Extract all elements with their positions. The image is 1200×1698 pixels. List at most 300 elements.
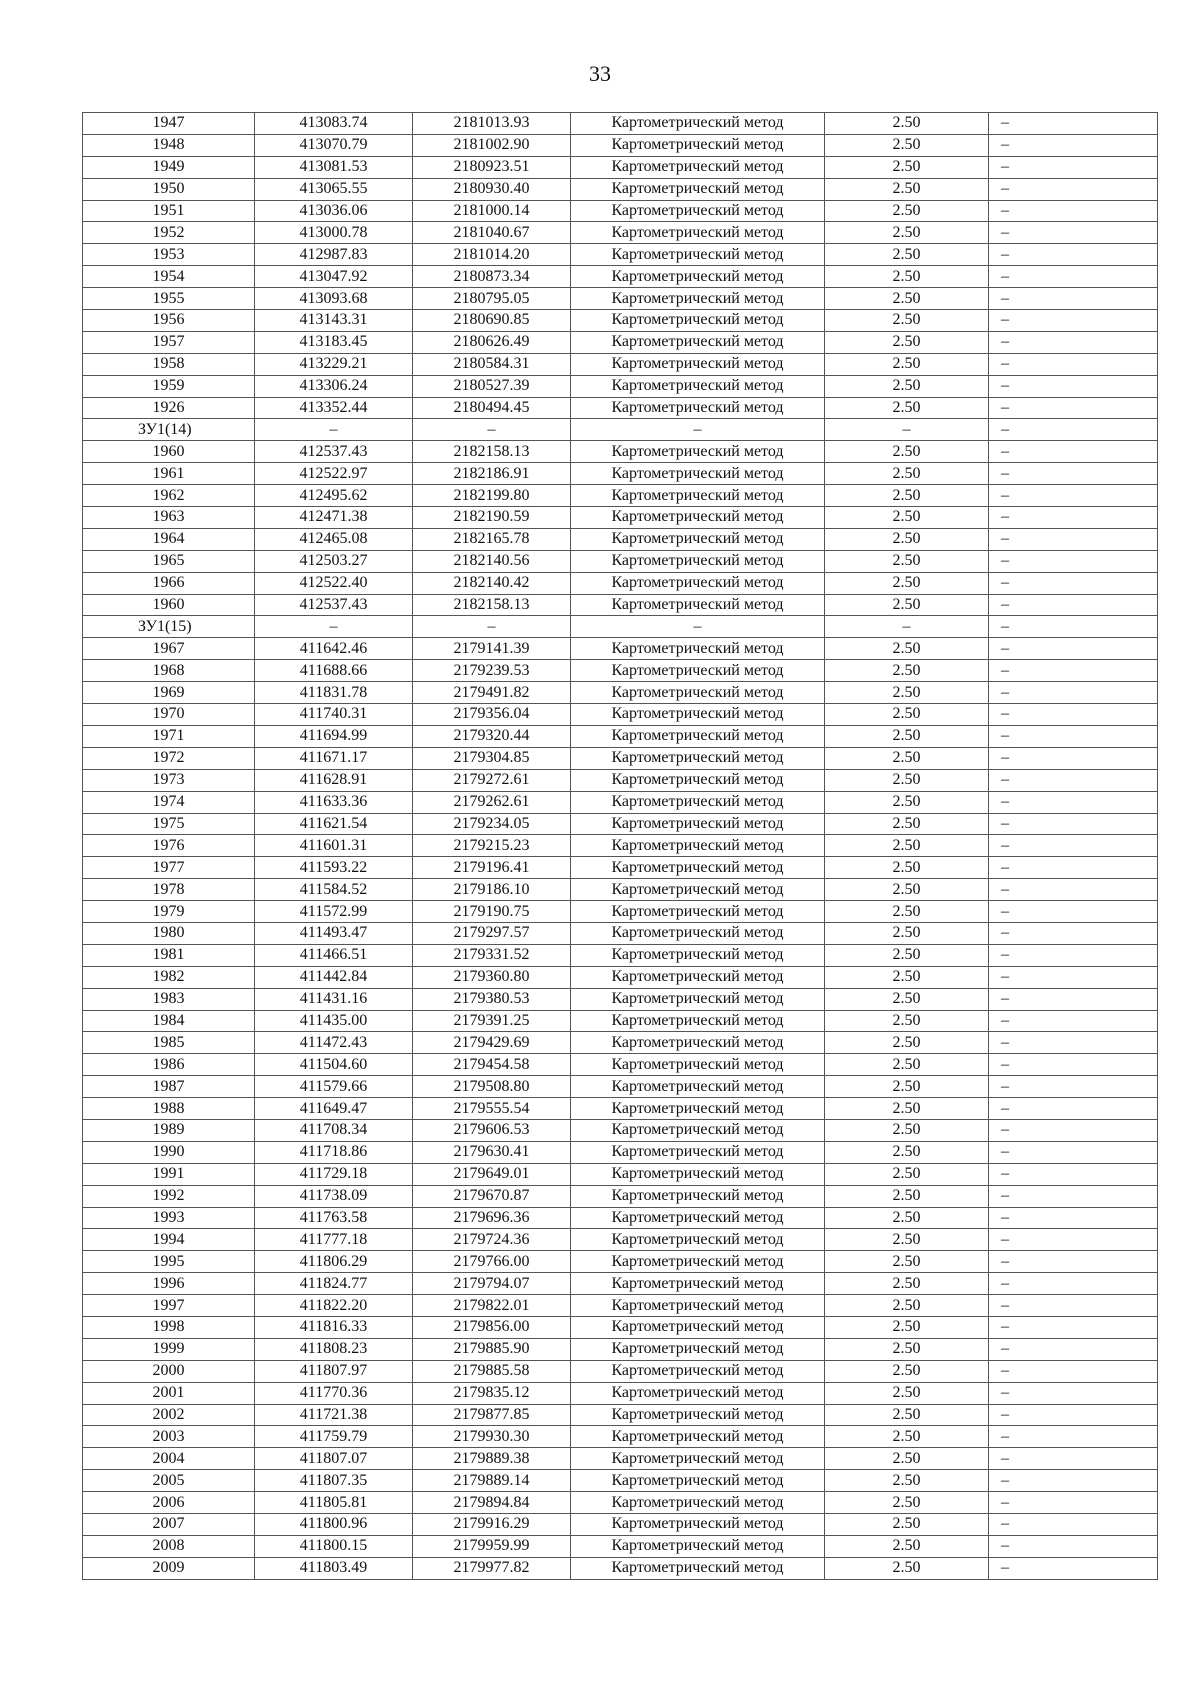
point-number-cell: 1949 [83,156,255,178]
x-coordinate-cell: 413070.79 [255,134,413,156]
y-coordinate-cell: 2179356.04 [413,704,571,726]
y-coordinate-cell: 2179491.82 [413,682,571,704]
description-cell: – [989,528,1158,550]
point-number-cell: 1960 [83,594,255,616]
method-cell: Картометрический метод [571,835,825,857]
point-number-cell: 1975 [83,813,255,835]
method-cell: Картометрический метод [571,463,825,485]
accuracy-cell: 2.50 [825,156,989,178]
method-cell: Картометрический метод [571,1251,825,1273]
description-cell: – [989,1404,1158,1426]
method-cell: Картометрический метод [571,704,825,726]
description-cell: – [989,288,1158,310]
y-coordinate-cell: 2179696.36 [413,1207,571,1229]
description-cell: – [989,1360,1158,1382]
y-coordinate-cell: – [413,419,571,441]
x-coordinate-cell: 411805.81 [255,1492,413,1514]
description-cell: – [989,244,1158,266]
x-coordinate-cell: 413036.06 [255,200,413,222]
point-number-cell: 1980 [83,922,255,944]
x-coordinate-cell: 411807.35 [255,1470,413,1492]
accuracy-cell: 2.50 [825,704,989,726]
accuracy-cell: 2.50 [825,1316,989,1338]
table-row [83,594,1158,616]
y-coordinate-cell: 2179429.69 [413,1032,571,1054]
y-coordinate-cell: 2179670.87 [413,1185,571,1207]
point-number-cell: 2002 [83,1404,255,1426]
method-cell: Картометрический метод [571,1360,825,1382]
description-cell: – [989,1119,1158,1141]
accuracy-cell: 2.50 [825,1207,989,1229]
method-cell: Картометрический метод [571,134,825,156]
y-coordinate-cell: 2180626.49 [413,331,571,353]
point-number-cell: 1953 [83,244,255,266]
accuracy-cell: 2.50 [825,747,989,769]
point-number-cell: 1958 [83,353,255,375]
accuracy-cell: 2.50 [825,441,989,463]
table-row [83,528,1158,550]
point-number-cell: ЗУ1(14) [83,419,255,441]
table-row [83,966,1158,988]
y-coordinate-cell: 2179977.82 [413,1557,571,1579]
method-cell: Картометрический метод [571,1207,825,1229]
description-cell: – [989,200,1158,222]
x-coordinate-cell: 411824.77 [255,1273,413,1295]
accuracy-cell: 2.50 [825,463,989,485]
x-coordinate-cell: 411808.23 [255,1338,413,1360]
y-coordinate-cell: 2179724.36 [413,1229,571,1251]
table-row [83,1535,1158,1557]
point-number-cell: 1997 [83,1295,255,1317]
description-cell: – [989,1010,1158,1032]
table-row [83,813,1158,835]
method-cell: Картометрический метод [571,1119,825,1141]
accuracy-cell: – [825,419,989,441]
description-cell: – [989,331,1158,353]
point-number-cell: 1969 [83,682,255,704]
y-coordinate-cell: 2179877.85 [413,1404,571,1426]
point-number-cell: 1948 [83,134,255,156]
description-cell: – [989,113,1158,135]
x-coordinate-cell: 411800.15 [255,1535,413,1557]
method-cell: Картометрический метод [571,200,825,222]
method-cell: Картометрический метод [571,550,825,572]
accuracy-cell: 2.50 [825,1251,989,1273]
method-cell: Картометрический метод [571,485,825,507]
point-number-cell: 1979 [83,901,255,923]
table-row [83,178,1158,200]
table-row [83,1382,1158,1404]
point-number-cell: 1982 [83,966,255,988]
accuracy-cell: 2.50 [825,1470,989,1492]
accuracy-cell: 2.50 [825,266,989,288]
y-coordinate-cell: 2179190.75 [413,901,571,923]
accuracy-cell: 2.50 [825,879,989,901]
x-coordinate-cell: 413306.24 [255,375,413,397]
y-coordinate-cell: 2179304.85 [413,747,571,769]
table-row [83,288,1158,310]
description-cell: – [989,1382,1158,1404]
table-row [83,1360,1158,1382]
method-cell: Картометрический метод [571,747,825,769]
x-coordinate-cell: 413229.21 [255,353,413,375]
accuracy-cell: 2.50 [825,1229,989,1251]
x-coordinate-cell: 413081.53 [255,156,413,178]
description-cell: – [989,660,1158,682]
x-coordinate-cell: 411601.31 [255,835,413,857]
point-number-cell: 1977 [83,857,255,879]
point-number-cell: 1957 [83,331,255,353]
accuracy-cell: 2.50 [825,288,989,310]
point-number-cell: 1989 [83,1119,255,1141]
table-row [83,922,1158,944]
accuracy-cell: 2.50 [825,1338,989,1360]
y-coordinate-cell: 2179930.30 [413,1426,571,1448]
method-cell: Картометрический метод [571,156,825,178]
x-coordinate-cell: 412465.08 [255,528,413,550]
y-coordinate-cell: 2179630.41 [413,1141,571,1163]
coordinates-table [82,112,1158,1580]
accuracy-cell: 2.50 [825,244,989,266]
point-number-cell: 2006 [83,1492,255,1514]
table-row [83,485,1158,507]
description-cell: – [989,988,1158,1010]
accuracy-cell: 2.50 [825,791,989,813]
point-number-cell: 1947 [83,113,255,135]
point-number-cell: 2009 [83,1557,255,1579]
point-number-cell: 1976 [83,835,255,857]
y-coordinate-cell: 2179889.14 [413,1470,571,1492]
x-coordinate-cell: 411633.36 [255,791,413,813]
y-coordinate-cell: 2179380.53 [413,988,571,1010]
method-cell: Картометрический метод [571,1492,825,1514]
method-cell: Картометрический метод [571,1098,825,1120]
point-number-cell: 1973 [83,769,255,791]
x-coordinate-cell: 411435.00 [255,1010,413,1032]
accuracy-cell: 2.50 [825,200,989,222]
description-cell: – [989,1076,1158,1098]
description-cell: – [989,419,1158,441]
table-row [83,1098,1158,1120]
y-coordinate-cell: 2179331.52 [413,944,571,966]
description-cell: – [989,1492,1158,1514]
description-cell: – [989,310,1158,332]
table-row [83,616,1158,638]
method-cell: Картометрический метод [571,1076,825,1098]
method-cell: Картометрический метод [571,441,825,463]
description-cell: – [989,1514,1158,1536]
method-cell: Картометрический метод [571,769,825,791]
description-cell: – [989,463,1158,485]
description-cell: – [989,1316,1158,1338]
table-row [83,747,1158,769]
table-row [83,244,1158,266]
x-coordinate-cell: 412471.38 [255,507,413,529]
x-coordinate-cell: 411621.54 [255,813,413,835]
accuracy-cell: 2.50 [825,113,989,135]
method-cell: Картометрический метод [571,1163,825,1185]
accuracy-cell: 2.50 [825,1295,989,1317]
description-cell: – [989,1229,1158,1251]
x-coordinate-cell: 411740.31 [255,704,413,726]
method-cell: Картометрический метод [571,638,825,660]
x-coordinate-cell: 411777.18 [255,1229,413,1251]
accuracy-cell: 2.50 [825,1010,989,1032]
description-cell: – [989,813,1158,835]
x-coordinate-cell: 413183.45 [255,331,413,353]
point-number-cell: 1991 [83,1163,255,1185]
y-coordinate-cell: 2179196.41 [413,857,571,879]
table-row [83,331,1158,353]
y-coordinate-cell: 2179885.58 [413,1360,571,1382]
x-coordinate-cell: 411584.52 [255,879,413,901]
table-row [83,704,1158,726]
point-number-cell: 1963 [83,507,255,529]
y-coordinate-cell: 2179885.90 [413,1338,571,1360]
table-row [83,879,1158,901]
accuracy-cell: 2.50 [825,1119,989,1141]
table-row [83,134,1158,156]
method-cell: Картометрический метод [571,1032,825,1054]
x-coordinate-cell: 411472.43 [255,1032,413,1054]
table-row [83,857,1158,879]
table-row [83,1010,1158,1032]
point-number-cell: 1955 [83,288,255,310]
x-coordinate-cell: 411816.33 [255,1316,413,1338]
point-number-cell: 1962 [83,485,255,507]
method-cell: Картометрический метод [571,507,825,529]
accuracy-cell: 2.50 [825,1163,989,1185]
table-row [83,725,1158,747]
point-number-cell: 1954 [83,266,255,288]
table-row [83,375,1158,397]
accuracy-cell: 2.50 [825,966,989,988]
accuracy-cell: 2.50 [825,1032,989,1054]
point-number-cell: 1966 [83,572,255,594]
table-row [83,1316,1158,1338]
description-cell: – [989,857,1158,879]
table-row [83,572,1158,594]
x-coordinate-cell: 411729.18 [255,1163,413,1185]
table-row [83,1141,1158,1163]
point-number-cell: 1952 [83,222,255,244]
x-coordinate-cell: 411763.58 [255,1207,413,1229]
y-coordinate-cell: 2182140.56 [413,550,571,572]
point-number-cell: 2004 [83,1448,255,1470]
y-coordinate-cell: 2180690.85 [413,310,571,332]
accuracy-cell: 2.50 [825,1382,989,1404]
table-row [83,682,1158,704]
x-coordinate-cell: 411807.97 [255,1360,413,1382]
y-coordinate-cell: 2179391.25 [413,1010,571,1032]
description-cell: – [989,922,1158,944]
point-number-cell: 1968 [83,660,255,682]
method-cell: Картометрический метод [571,1316,825,1338]
x-coordinate-cell: 411806.29 [255,1251,413,1273]
accuracy-cell: 2.50 [825,857,989,879]
y-coordinate-cell: 2182158.13 [413,594,571,616]
table-row [83,1076,1158,1098]
y-coordinate-cell: 2179606.53 [413,1119,571,1141]
accuracy-cell: 2.50 [825,769,989,791]
y-coordinate-cell: 2179766.00 [413,1251,571,1273]
description-cell: – [989,1426,1158,1448]
y-coordinate-cell: 2179234.05 [413,813,571,835]
x-coordinate-cell: 411649.47 [255,1098,413,1120]
y-coordinate-cell: 2182199.80 [413,485,571,507]
point-number-cell: 1961 [83,463,255,485]
point-number-cell: 1971 [83,725,255,747]
x-coordinate-cell: 412537.43 [255,594,413,616]
y-coordinate-cell: 2179272.61 [413,769,571,791]
table-row [83,1448,1158,1470]
method-cell: Картометрический метод [571,1470,825,1492]
accuracy-cell: 2.50 [825,178,989,200]
y-coordinate-cell: 2182186.91 [413,463,571,485]
point-number-cell: 1995 [83,1251,255,1273]
description-cell: – [989,966,1158,988]
x-coordinate-cell: 413000.78 [255,222,413,244]
table-row [83,1119,1158,1141]
y-coordinate-cell: 2180873.34 [413,266,571,288]
description-cell: – [989,1295,1158,1317]
table-row [83,1207,1158,1229]
y-coordinate-cell: 2179894.84 [413,1492,571,1514]
y-coordinate-cell: 2180527.39 [413,375,571,397]
method-cell: Картометрический метод [571,1426,825,1448]
y-coordinate-cell: 2179889.38 [413,1448,571,1470]
description-cell: – [989,594,1158,616]
table-row [83,113,1158,135]
description-cell: – [989,222,1158,244]
description-cell: – [989,901,1158,923]
accuracy-cell: – [825,616,989,638]
point-number-cell: 1956 [83,310,255,332]
description-cell: – [989,1054,1158,1076]
x-coordinate-cell: 412495.62 [255,485,413,507]
point-number-cell: 2008 [83,1535,255,1557]
x-coordinate-cell: 411593.22 [255,857,413,879]
point-number-cell: 2003 [83,1426,255,1448]
y-coordinate-cell: 2179186.10 [413,879,571,901]
y-coordinate-cell: 2179508.80 [413,1076,571,1098]
y-coordinate-cell: 2181013.93 [413,113,571,135]
table-row [83,791,1158,813]
method-cell: Картометрический метод [571,966,825,988]
table-row [83,397,1158,419]
x-coordinate-cell: 411694.99 [255,725,413,747]
method-cell: Картометрический метод [571,857,825,879]
x-coordinate-cell: 411572.99 [255,901,413,923]
description-cell: – [989,1251,1158,1273]
accuracy-cell: 2.50 [825,944,989,966]
x-coordinate-cell: 411579.66 [255,1076,413,1098]
method-cell: Картометрический метод [571,1010,825,1032]
table-row [83,638,1158,660]
point-number-cell: 1987 [83,1076,255,1098]
y-coordinate-cell: 2179297.57 [413,922,571,944]
point-number-cell: 1951 [83,200,255,222]
point-number-cell: 1986 [83,1054,255,1076]
table-row [83,1338,1158,1360]
table-row [83,1295,1158,1317]
table-row [83,200,1158,222]
table-row [83,988,1158,1010]
x-coordinate-cell: 413047.92 [255,266,413,288]
description-cell: – [989,1098,1158,1120]
accuracy-cell: 2.50 [825,988,989,1010]
table-row [83,901,1158,923]
accuracy-cell: 2.50 [825,310,989,332]
accuracy-cell: 2.50 [825,572,989,594]
x-coordinate-cell: 411770.36 [255,1382,413,1404]
method-cell: – [571,616,825,638]
x-coordinate-cell: 412503.27 [255,550,413,572]
method-cell: Картометрический метод [571,572,825,594]
y-coordinate-cell: 2182158.13 [413,441,571,463]
table-row [83,1054,1158,1076]
x-coordinate-cell: 413352.44 [255,397,413,419]
x-coordinate-cell: 412522.40 [255,572,413,594]
description-cell: – [989,1338,1158,1360]
description-cell: – [989,134,1158,156]
y-coordinate-cell: 2179555.54 [413,1098,571,1120]
method-cell: Картометрический метод [571,266,825,288]
y-coordinate-cell: 2179320.44 [413,725,571,747]
x-coordinate-cell: 413143.31 [255,310,413,332]
table-row [83,1185,1158,1207]
x-coordinate-cell: 411708.34 [255,1119,413,1141]
x-coordinate-cell: – [255,616,413,638]
table-row [83,1163,1158,1185]
point-number-cell: 1999 [83,1338,255,1360]
description-cell: – [989,1470,1158,1492]
point-number-cell: 2007 [83,1514,255,1536]
description-cell: – [989,1448,1158,1470]
description-cell: – [989,1163,1158,1185]
x-coordinate-cell: 412522.97 [255,463,413,485]
accuracy-cell: 2.50 [825,353,989,375]
description-cell: – [989,747,1158,769]
point-number-cell: 1960 [83,441,255,463]
point-number-cell: 2000 [83,1360,255,1382]
y-coordinate-cell: 2179959.99 [413,1535,571,1557]
table-row [83,769,1158,791]
accuracy-cell: 2.50 [825,1360,989,1382]
accuracy-cell: 2.50 [825,397,989,419]
y-coordinate-cell: 2179239.53 [413,660,571,682]
description-cell: – [989,441,1158,463]
method-cell: Картометрический метод [571,331,825,353]
accuracy-cell: 2.50 [825,835,989,857]
x-coordinate-cell: 411807.07 [255,1448,413,1470]
accuracy-cell: 2.50 [825,1185,989,1207]
description-cell: – [989,156,1158,178]
accuracy-cell: 2.50 [825,1141,989,1163]
description-cell: – [989,485,1158,507]
y-coordinate-cell: 2180923.51 [413,156,571,178]
y-coordinate-cell: 2179141.39 [413,638,571,660]
x-coordinate-cell: 413093.68 [255,288,413,310]
table-row [83,944,1158,966]
description-cell: – [989,944,1158,966]
point-number-cell: 1990 [83,1141,255,1163]
method-cell: Картометрический метод [571,813,825,835]
accuracy-cell: 2.50 [825,1514,989,1536]
x-coordinate-cell: 411721.38 [255,1404,413,1426]
accuracy-cell: 2.50 [825,1054,989,1076]
description-cell: – [989,375,1158,397]
